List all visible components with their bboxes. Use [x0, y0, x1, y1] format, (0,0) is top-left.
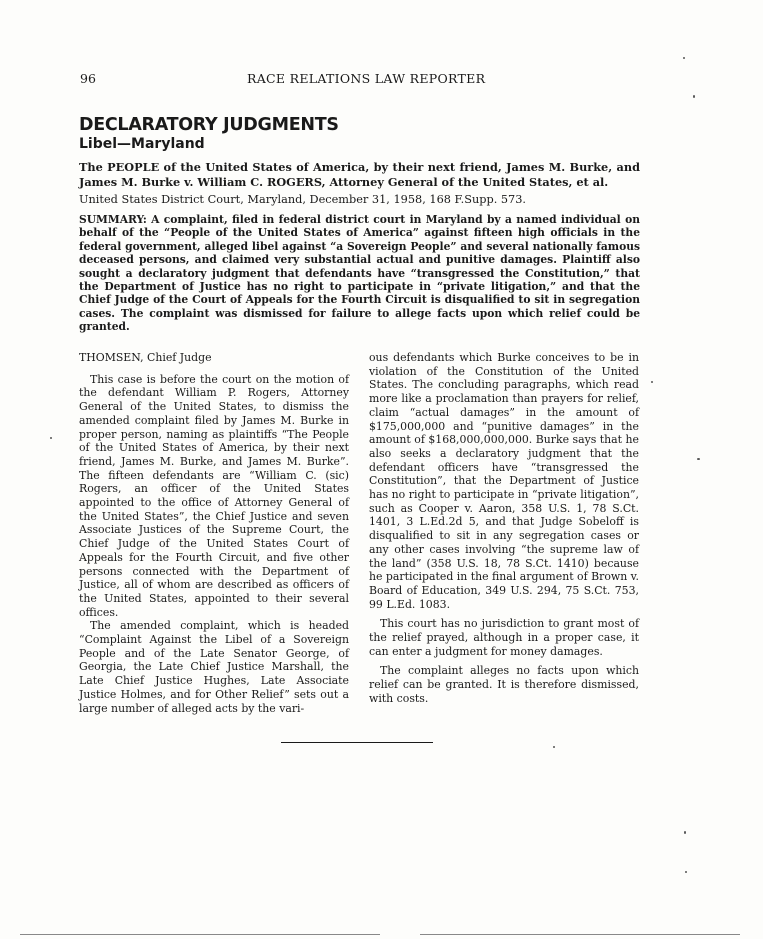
section-title: DECLARATORY JUDGMENTS — [79, 115, 339, 135]
case-summary: SUMMARY: A complaint, filed in federal district court in Maryland by a named individual on behalf of the “People of the United States of America” against fifteen high officials in the federal government, alleged libel against “a Sovereign People” and several nationally famous deceased persons, and claimed very substantial actual and punitive damages. Plaintiff also sought a declaratory judgment that defendants have “transgressed the Constitution,” that the Department of Justice has no right to participate in “private litigation,” and that the Chief Judge of the Court of Appeals for the Fourth Circuit is disqualified to sit in segregation cases. The complaint was dismissed for failure to allege facts upon which relief could be granted. — [79, 213, 640, 334]
opinion-paragraph: This case is before the court on the motion of the defendant William P. Rogers, Attorney General of the United States, to dismiss the amended complaint filed by James M. Burke in proper person, naming as plaintiffs “The People of the United States of America, by their next friend, James M. Burke, and James M. Burke”. The fifteen defendants are “William C. (sic) Rogers, an officer of the United States appointed to the office of Attorney General of the United States”, the Chief Justice and seven Associate Justices of the Supreme Court, the Chief Judge of the United States Court of Appeals for the Fourth Circuit, and five other persons connected with the Department of Justice, all of whom are described as officers of the United States, appointed to their several offices. — [79, 372, 349, 619]
case-parties: The PEOPLE of the United States of America, by their next friend, James M. Burke, and James M. Burke v. William C. ROGERS, Attorney General of the United States, et al. — [79, 160, 640, 189]
opinion-paragraph: ous defendants which Burke conceives to be in violation of the Constitution of the United States. The concluding paragraphs, which read more like a proclamation than prayers for relief, claim “actual damages” in the amount of $175,000,000 and “punitive damages” in the amount of $168,000,000,000. Burke says that he also seeks a declaratory judgment that the defendant officers have “transgressed the Constitution”, that the Department of Justice has no right to participate in “private litigation”, such as Cooper v. Aaron, 358 U.S. 1, 78 S.Ct. 1401, 3 L.Ed.2d 5, and that Judge Sobeloff is disqualified to sit in any segregation cases or any other cases involving “the supreme law of the land” (358 U.S. 18, 78 S.Ct. 1410) because he participated in the final argument of Brown v. Board of Education, 349 U.S. 294, 75 S.Ct. 753, 99 L.Ed. 1083. — [369, 351, 639, 611]
judge-name: THOMSEN, Chief Judge — [79, 351, 212, 364]
opinion-paragraph: The amended complaint, which is headed “Complaint Against the Libel of a Sovereign People and of the Late Senator George, of Georgia, the Late Chief Justice Marshall, the Late Chief Justice Hughes, Late Associate Justice Holmes, and for Other Relief” sets out a large number of alleged acts by the vari- — [79, 619, 349, 715]
scan-edge — [420, 934, 740, 935]
scan-speck — [693, 95, 695, 98]
opinion-left-column — [79, 351, 349, 715]
opinion-paragraph: The complaint alleges no facts upon which relief can be granted. It is therefore dismissed, with costs. — [369, 664, 639, 705]
page-number: 96 — [80, 71, 96, 86]
opinion-paragraph: This court has no jurisdiction to grant most of the relief prayed, although in a proper case, it can enter a judgment for money damages. — [369, 617, 639, 658]
section-subtitle: Libel—Maryland — [79, 136, 205, 152]
end-rule — [281, 742, 433, 743]
scan-speck — [685, 871, 687, 873]
opinion-right-column — [369, 351, 639, 706]
scan-speck — [683, 57, 685, 59]
scan-speck — [684, 831, 686, 834]
scan-speck — [553, 746, 555, 748]
court-citation: United States District Court, Maryland, December 31, 1958, 168 F.Supp. 573. — [79, 193, 527, 206]
scan-edge — [20, 934, 380, 935]
scan-speck — [697, 458, 700, 460]
scan-speck — [50, 437, 52, 439]
scan-speck — [651, 381, 653, 383]
running-header: RACE RELATIONS LAW REPORTER — [247, 71, 486, 86]
